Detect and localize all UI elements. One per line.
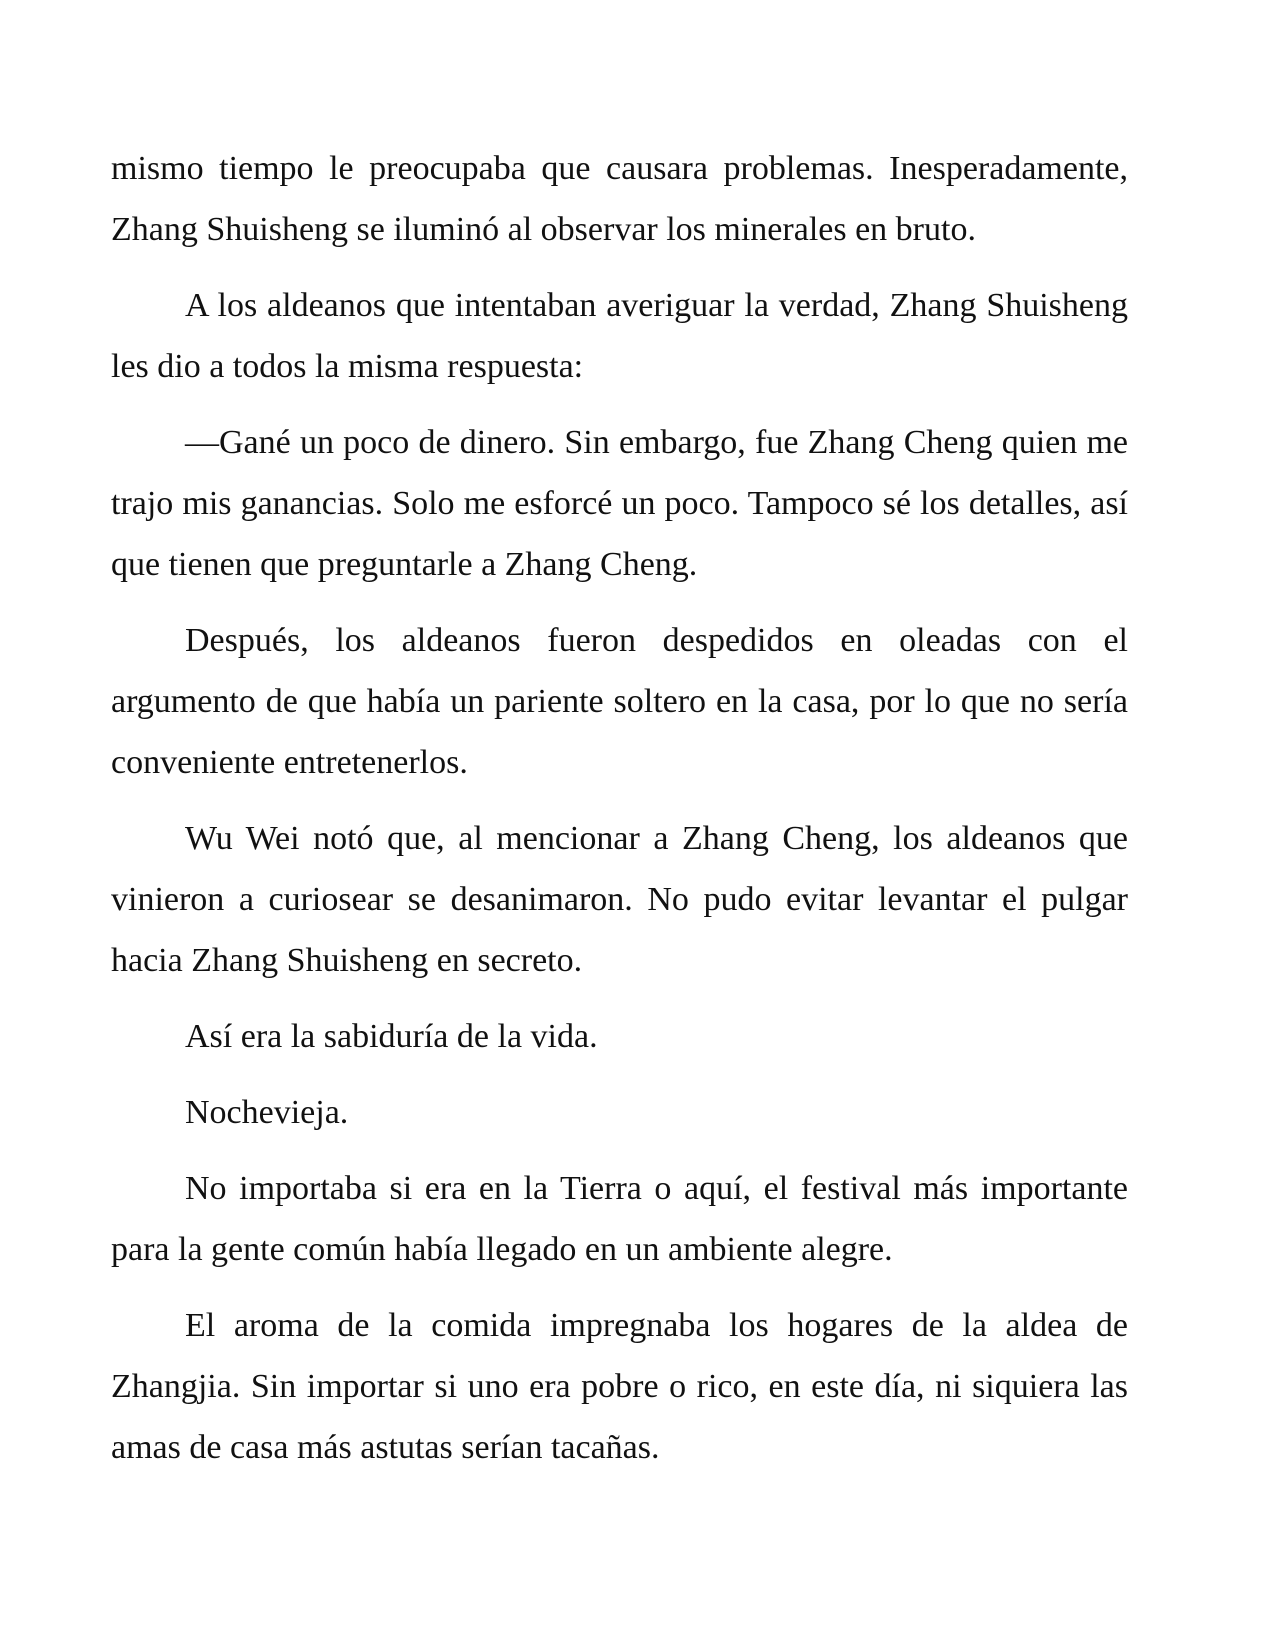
paragraph-dialogue: —Gané un poco de dinero. Sin embargo, fue Zhang Cheng quien me trajo mis ganancias. Solo me esforcé un poco. Tampoco sé los detalles, así que tienen que preguntarle a Zhang Cheng. bbox=[111, 424, 1128, 583]
paragraph: A los aldeanos que intentaban averiguar la verdad, Zhang Shuisheng les dio a todos la misma respuesta: bbox=[111, 287, 1128, 385]
paragraph: Wu Wei notó que, al mencionar a Zhang Cheng, los aldeanos que vinieron a curiosear se desanimaron. No pudo evitar levantar el pulgar hacia Zhang Shuisheng en secreto. bbox=[111, 820, 1128, 979]
paragraph: Así era la sabiduría de la vida. bbox=[185, 1018, 598, 1055]
paragraph: No importaba si era en la Tierra o aquí, el festival más importante para la gente común había llegado en un ambiente alegre. bbox=[111, 1170, 1128, 1268]
paragraph-continuation: mismo tiempo le preocupaba que causara problemas. Inesperadamente, Zhang Shuisheng se iluminó al observar los minerales en bruto. bbox=[111, 150, 1128, 248]
paragraph: Después, los aldeanos fueron despedidos en oleadas con el argumento de que había un pariente soltero en la casa, por lo que no sería conveniente entretenerlos. bbox=[111, 622, 1128, 781]
paragraph: El aroma de la comida impregnaba los hogares de la aldea de Zhangjia. Sin importar si uno era pobre o rico, en este día, ni siquiera las amas de casa más astutas serían tacañas. bbox=[111, 1307, 1128, 1466]
document-page bbox=[111, 138, 1128, 1493]
paragraph: Nochevieja. bbox=[185, 1094, 349, 1131]
